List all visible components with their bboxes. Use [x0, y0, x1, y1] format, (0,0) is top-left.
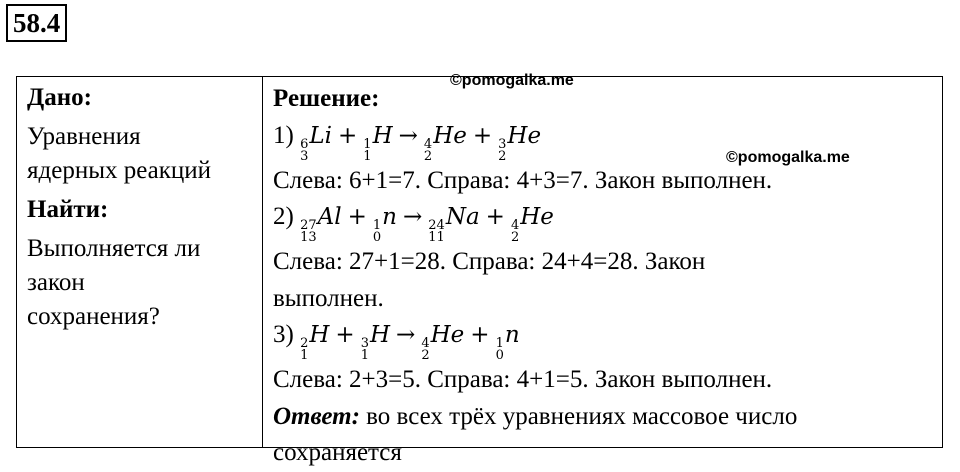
- mass-number: 4: [510, 218, 520, 233]
- element-symbol: H: [369, 322, 391, 348]
- nuclide-numbers: [423, 136, 433, 164]
- arrow-operator: →: [398, 122, 418, 149]
- plus-operator: +: [485, 204, 505, 230]
- reaction-number: 3): [273, 321, 294, 348]
- atomic-number: 13: [300, 230, 317, 245]
- problem-number: 58.4: [6, 4, 67, 42]
- given-line: ядерных реакций: [27, 157, 212, 184]
- nuclide: [361, 317, 390, 362]
- nuclide: [496, 317, 520, 362]
- reaction-equation: [273, 317, 939, 362]
- nuclide: [498, 118, 541, 163]
- solution-table: [16, 76, 943, 466]
- element-symbol: He: [507, 122, 542, 149]
- element-symbol: He: [520, 204, 554, 230]
- nuclide-numbers: [300, 220, 317, 244]
- watermark: ©pomogalka.me: [450, 72, 574, 89]
- reaction-check: Слева: 2+3=5. Справа: 4+1=5. Закон выполнен.: [273, 366, 773, 393]
- nuclide: [363, 118, 392, 163]
- find-line: Выполняется ли: [27, 235, 201, 262]
- element-symbol: He: [430, 322, 465, 348]
- nuclide-numbers: [496, 338, 504, 362]
- answer-text: во всех трёх уравнениях массовое число: [359, 402, 798, 430]
- plus-operator: +: [335, 322, 355, 348]
- plus-operator: +: [347, 204, 367, 230]
- equation-terms: [300, 204, 554, 245]
- solution-heading: Решение:: [273, 85, 380, 112]
- reaction-equation: [273, 199, 939, 244]
- arrow-operator: →: [396, 322, 416, 348]
- nuclide: [428, 199, 479, 244]
- answer-label: Ответ:: [273, 402, 360, 430]
- mass-number: 27: [300, 218, 317, 233]
- nuclide: [300, 118, 332, 163]
- nuclide: [300, 199, 342, 244]
- atomic-number: 2: [423, 148, 433, 164]
- nuclide: [373, 199, 397, 244]
- mass-number: 4: [421, 336, 430, 351]
- plus-operator: +: [470, 322, 490, 348]
- answer: [273, 399, 939, 436]
- element-symbol: H: [309, 322, 330, 348]
- watermark: ©pomogalka.me: [726, 149, 850, 166]
- answer-text: сохраняется: [273, 439, 402, 466]
- plus-operator: +: [338, 122, 358, 149]
- nuclide-numbers: [421, 338, 429, 362]
- nuclide-numbers: [373, 220, 381, 244]
- reaction-check: Слева: 27+1=28. Справа: 24+4=28. Закон: [273, 248, 706, 275]
- reaction-check: выполнен.: [273, 284, 384, 312]
- nuclide-numbers: [498, 136, 507, 164]
- nuclide-numbers: [300, 338, 308, 362]
- plus-operator: +: [472, 122, 493, 149]
- mass-number: 3: [498, 136, 507, 152]
- atomic-number: 2: [510, 230, 520, 245]
- reaction-number: 1): [273, 121, 294, 149]
- mass-number: 24: [428, 218, 445, 233]
- given-line: Уравнения: [27, 123, 141, 150]
- mass-number: 1: [372, 218, 382, 233]
- element-symbol: Li: [309, 122, 332, 149]
- reaction-number: 2): [273, 203, 294, 230]
- atomic-number: 2: [498, 148, 507, 164]
- element-symbol: H: [372, 122, 393, 149]
- equation-terms: [300, 122, 542, 164]
- atomic-number: 1: [300, 348, 309, 363]
- atomic-number: 1: [360, 348, 369, 363]
- solution-column: [273, 81, 939, 472]
- mass-number: 1: [495, 336, 504, 351]
- mass-number: 3: [360, 336, 369, 351]
- find-line: закон: [27, 269, 85, 296]
- given-heading: Дано:: [27, 84, 92, 111]
- nuclide: [300, 317, 329, 362]
- atomic-number: 3: [300, 148, 309, 164]
- reaction-check: Слева: 6+1=7. Справа: 4+3=7. Закон выполнен.: [273, 166, 773, 194]
- nuclide-numbers: [511, 220, 519, 244]
- atomic-number: 0: [495, 348, 504, 363]
- mass-number: 6: [300, 136, 309, 152]
- mass-number: 4: [423, 136, 433, 152]
- given-column: [27, 81, 259, 334]
- element-symbol: Na: [445, 204, 480, 230]
- atomic-number: 1: [363, 148, 372, 164]
- mass-number: 2: [300, 336, 309, 351]
- nuclide-numbers: [300, 136, 309, 164]
- nuclide: [424, 118, 467, 163]
- nuclide: [511, 199, 554, 244]
- equation-terms: [300, 322, 520, 363]
- nuclide: [421, 317, 464, 362]
- nuclide-numbers: [361, 338, 369, 362]
- column-divider: [262, 77, 263, 447]
- element-symbol: n: [504, 322, 520, 348]
- atomic-number: 0: [372, 230, 382, 245]
- arrow-operator: →: [402, 204, 423, 230]
- atomic-number: 11: [428, 230, 445, 245]
- element-symbol: He: [433, 122, 467, 149]
- find-line: сохранения?: [27, 303, 160, 330]
- element-symbol: n: [382, 204, 397, 230]
- mass-number: 1: [363, 136, 372, 152]
- find-heading: Найти:: [27, 196, 109, 223]
- nuclide-numbers: [363, 136, 372, 164]
- nuclide-numbers: [428, 220, 445, 244]
- atomic-number: 2: [421, 348, 430, 363]
- element-symbol: Al: [317, 204, 342, 230]
